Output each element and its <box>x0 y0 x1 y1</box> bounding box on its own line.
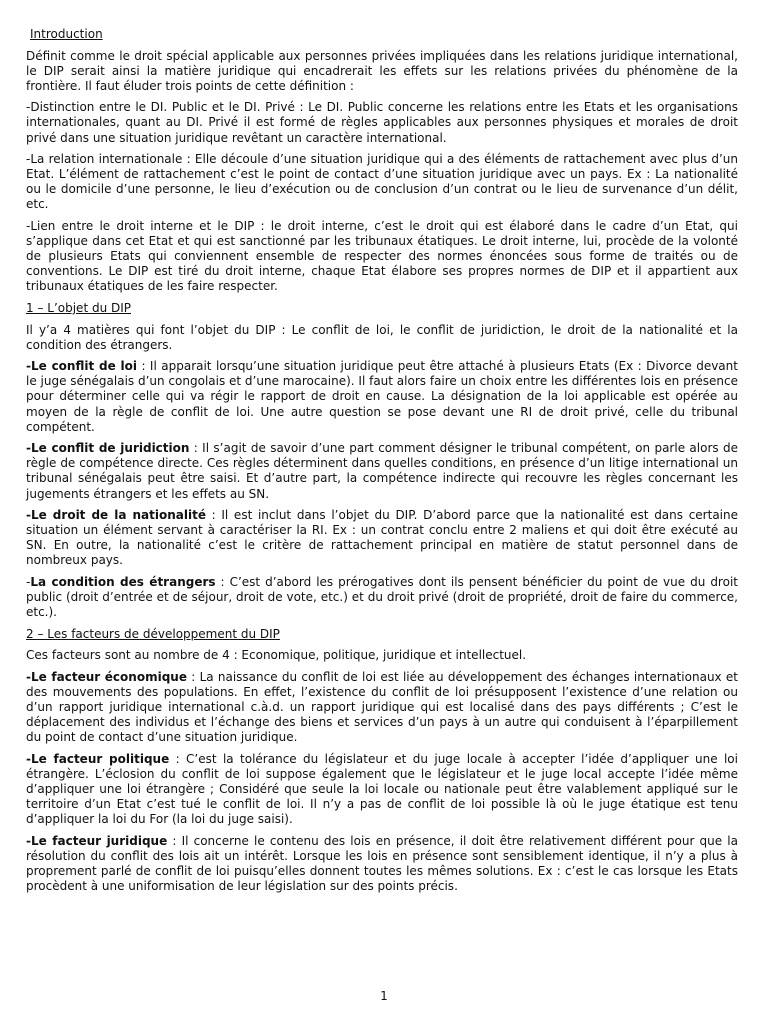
section2-intro: Ces facteurs sont au nombre de 4 : Economique, politique, juridique et intellectuel. <box>26 648 527 663</box>
objet-item-conflit-de-loi <box>26 359 738 434</box>
facteur-item-politique <box>26 752 738 827</box>
page-number: 1 <box>380 989 388 1003</box>
item-term: -Le facteur économique <box>26 669 187 684</box>
item-prefix: - <box>26 575 31 589</box>
item-text: : C’est d’abord les prérogatives dont ils pensent bénéficier du point de vue du droit public (droit d’entrée et de séjour, droit de vote, etc.) et du droit privé (droit de propriété, droit de faire du commerce, etc.). <box>26 575 738 620</box>
intro-paragraph-definition: Définit comme le droit spécial applicable aux personnes privées impliquées dans les relations juridique international, le DIP serait ainsi la matière juridique qui encadrerait les effets sur les relations privées du phénomène de la frontière. Il faut éluder trois points de cette définition : <box>26 48 738 93</box>
item-term: -Le droit de la nationalité <box>26 508 206 523</box>
facteur-item-economique <box>26 670 738 745</box>
objet-item-droit-de-la-nationalite <box>26 508 738 568</box>
objet-item-conflit-de-juridiction <box>26 441 738 501</box>
item-text: : La naissance du conflit de loi est liée au développement des échanges internationaux et des mouvements des populations. En effet, l’existence du conflit de loi présupposent l’existence d’une relation ou d’un rapport juridique international c.à.d. un rapport juridique qui est localisé dans des pays différents ; C’est le déplacement des individus et l’échange des biens et services d’un pays à un autre qui conduisent à l’éparpillement du point de contact d’une situation juridique. <box>26 669 739 745</box>
item-text: : Il concerne le contenu des lois en présence, il doit être relativement différent pour que la résolution du conflit des lois ait un intérêt. Lorsque les lois en présence sont sensiblement identique, il n’y a plus à proprement parlé de conflit de loi puisqu’elles donnent toutes les mêmes solutions. Ex : c’est le cas lorsque les Etats procèdent à une uniformisation de leur législation sur des points précis. <box>26 833 738 894</box>
item-text: : Il est inclut dans l’objet du DIP. D’abord parce que la nationalité est dans certaine situation un élément servant à caractériser la RI. Ex : un contrat conclu entre 2 maliens et qui doit être exécuté au SN. En outre, la nationalité c’est le critère de rattachement principal en matière de statut personnel dans de nombreux pays. <box>26 508 738 568</box>
intro-paragraph-distinction: -Distinction entre le DI. Public et le DI. Privé : Le DI. Public concerne les relations entre les Etats et les organisations internationales, quant au DI. Privé il est formé de règles applicables aux personnes physiques et morales de droit privé dans une situation juridique revêtant un caractère international. <box>26 100 738 145</box>
item-term: La condition des étrangers <box>30 575 216 589</box>
section-heading-objet: 1 – L’objet du DIP <box>26 301 132 315</box>
section-heading-facteurs: 2 – Les facteurs de développement du DIP <box>26 626 280 641</box>
item-term: -Le conflit de juridiction <box>26 441 190 456</box>
section-heading-introduction: Introduction <box>30 27 103 41</box>
item-text: : Il apparait lorsqu’une situation juridique peut être attaché à plusieurs Etats (Ex : Divorce devant le juge sénégalais d’un congolais et d’une marocaine). Il faut alors faire un choix entre les différentes lois en présence pour déterminer celle qui va régir le rapport de droit en cause. La désignation de la loi applicable est opérée au moyen de la règle de conflit de loi. Une autre question se pose devant une RI de droit privé, celle du tribunal compétent. <box>26 359 738 434</box>
item-text: : C’est la tolérance du législateur et du juge locale à accepter l’idée d’appliquer une loi étrangère. L’éclosion du conflit de loi suppose également que le législateur et le juge local accepte l’idée même d’appliquer une loi étrangère ; Considéré que seule la loi locale ou nationale peut être valablement appliqué sur le territoire d’un Etat c’est tué le conflit de loi. Il n’y a pas de conflit de loi possible là où le juge étatique est tenu d’appliquer la loi du For (la loi du juge saisi). <box>26 751 738 827</box>
item-term: -Le conflit de loi <box>26 359 138 374</box>
section1-intro: Il y’a 4 matières qui font l’objet du DIP : Le conflit de loi, le conflit de juridiction, le droit de la nationalité et la condition des étrangers. <box>26 322 738 352</box>
objet-item-condition-des-etrangers <box>26 575 738 620</box>
item-term: -Le facteur juridique <box>26 833 168 848</box>
item-text: : Il s’agit de savoir d’une part comment désigner le tribunal compétent, on parle alors de règle de compétence directe. Ces règles déterminent dans quelles conditions, en présence d’un litige international un tribunal sénégalais peut être saisi. Et d’autre part, la compétence indirecte qui recouvre les règles concernant les jugements étrangers et les effets au SN. <box>26 441 738 501</box>
item-term: -Le facteur politique <box>26 751 170 766</box>
facteur-item-juridique <box>26 834 738 894</box>
intro-paragraph-lien: -Lien entre le droit interne et le DIP : le droit interne, c’est le droit qui est élaboré dans le cadre d’un Etat, qui s’applique dans cet Etat et qui est sanctionné par les tribunaux étatiques. Le droit interne, lui, procède de la volonté de plusieurs Etats qui conviennent ensemble de respecter des normes énoncées sous forme de traités ou de conventions. Le DIP est tiré du droit interne, chaque Etat élabore ses propres normes de DIP et il appartient aux tribunaux étatiques de les faire respecter. <box>26 219 738 294</box>
intro-paragraph-relation: -La relation internationale : Elle découle d’une situation juridique qui a des éléments de rattachement avec plus d’un Etat. L’élément de rattachement c’est le point de contact d’une situation juridique avec un pays. Ex : La nationalité ou le domicile d’une personne, le lieu d’exécution ou de conclusion d’un contrat ou le lieu de survenance d’un délit, etc. <box>26 152 738 212</box>
